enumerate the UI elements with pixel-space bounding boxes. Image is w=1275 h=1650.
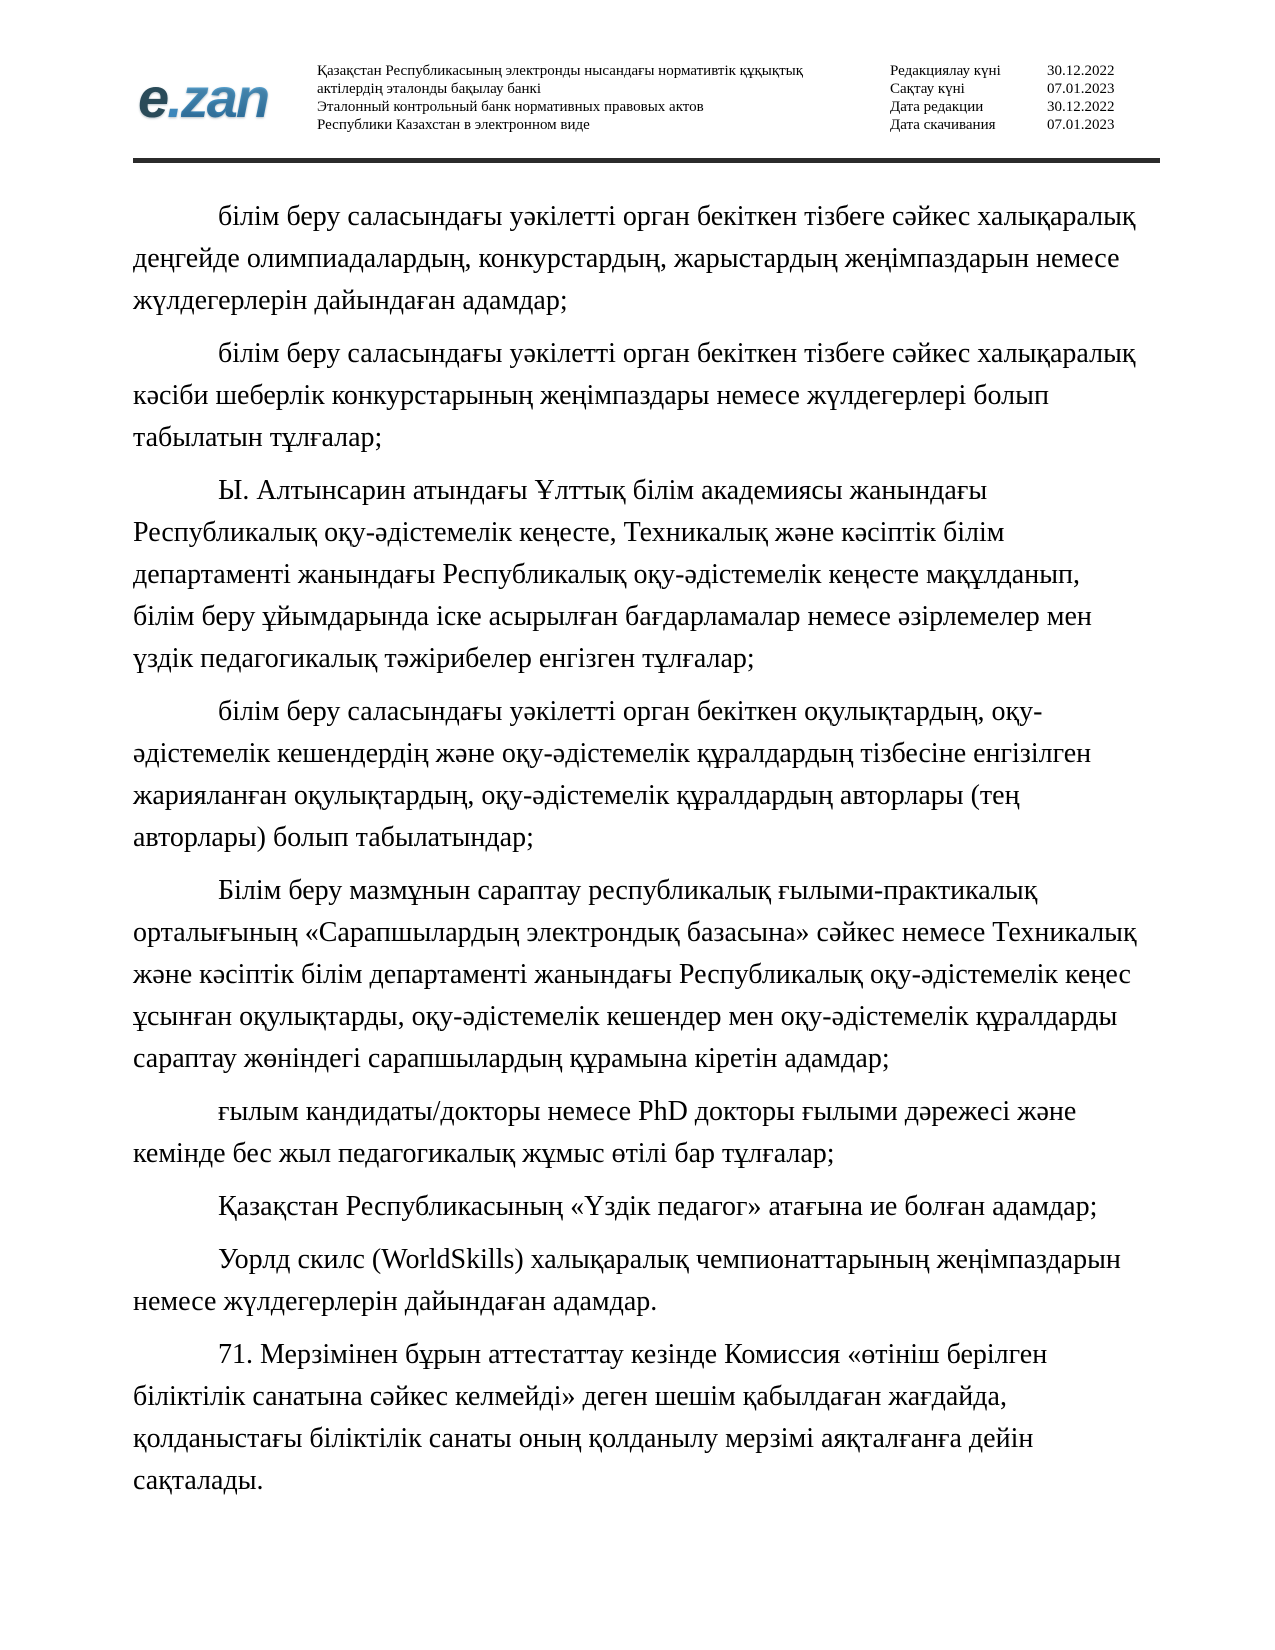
meta-label: Редакциялау күні <box>890 63 1001 79</box>
header-divider-rule <box>133 158 1160 163</box>
paragraph: білім беру саласындағы уәкілетті орган бекіткен тізбеге сәйкес халықаралық деңгейде олимпиадалардың, конкурстардың, жарыстардың жеңімпаздарын немесе жүлдегерлерін дайындаған адамдар; <box>133 201 1136 316</box>
logo-dot: . <box>167 66 181 129</box>
bank-title-line-ru-1: Эталонный контрольный банк нормативных правовых актов <box>317 99 704 115</box>
paragraph: Қазақстан Республикасының «Үздік педагог» атағына ие болған адамдар; <box>218 1191 1098 1222</box>
page-header <box>133 60 1160 160</box>
paragraph: білім беру саласындағы уәкілетті орган бекіткен оқулықтардың, оқу-әдістемелік кешендердің және оқу-әдістемелік құралдардың тізбесіне енгізілген жарияланған оқулықтардың, оқу-әдістемелік құралдардың авторлары (тең авторлары) болып табылатындар; <box>133 696 1092 853</box>
meta-row-download-date-ru <box>890 116 1162 134</box>
logo-text-zan: zan <box>180 66 269 129</box>
paragraph: 71. Мерзімінен бұрын аттестаттау кезінде Комиссия «өтініш берілген біліктілік санатына сәйкес келмейді» деген шешім қабылдаған жағдайда, қолданыстағы біліктілік санаты оның қолданылу мерзімі аяқталғанға дейін сақталады. <box>133 1339 1048 1496</box>
meta-value: 30.12.2022 <box>1047 63 1115 79</box>
meta-label: Дата скачивания <box>890 117 996 133</box>
document-dates <box>890 62 1162 134</box>
meta-row-save-date-kk <box>890 80 1162 98</box>
ezan-logo <box>138 66 269 129</box>
paragraph: Ы. Алтынсарин атындағы Ұлттық білім академиясы жанындағы Республикалық оқу-әдістемелік кеңесте, Техникалық және кәсіптік білім департаменті жанындағы Республикалық оқу-әдістемелік кеңесте мақұлданып, білім беру ұйымдарында іске асырылған бағдарламалар немесе әзірлемелер мен үздік педагогикалық тәжірибелер енгізген тұлғалар; <box>133 475 1092 674</box>
logo-letter-e: e <box>138 66 168 129</box>
meta-value: 30.12.2022 <box>1047 99 1115 115</box>
bank-title-line-kk-1: Қазақстан Республикасының электронды нысандағы нормативтік құқықтық <box>317 63 804 79</box>
bank-title-line-kk-2: актілердің эталонды бақылау банкі <box>317 81 541 97</box>
meta-row-edit-date-ru <box>890 98 1162 116</box>
paragraph: ғылым кандидаты/докторы немесе PhD докторы ғылыми дәрежесі және кемінде бес жыл педагогикалық жұмыс өтілі бар тұлғалар; <box>133 1096 1077 1169</box>
bank-title <box>317 62 882 134</box>
paragraph: Уорлд скилс (WorldSkills) халықаралық чемпионаттарының жеңімпаздарын немесе жүлдегерлерін дайындаған адамдар. <box>133 1244 1121 1317</box>
document-body <box>133 196 1143 1513</box>
paragraph: білім беру саласындағы уәкілетті орган бекіткен тізбеге сәйкес халықаралық кәсіби шеберлік конкурстарының жеңімпаздары немесе жүлдегерлері болып табылатын тұлғалар; <box>133 338 1136 453</box>
meta-value: 07.01.2023 <box>1047 117 1115 133</box>
meta-label: Сақтау күні <box>890 81 965 97</box>
meta-value: 07.01.2023 <box>1047 81 1115 97</box>
paragraph: Білім беру мазмұнын сараптау республикалық ғылыми-практикалық орталығының «Сарапшылардың электрондық базасына» сәйкес немесе Техникалық және кәсіптік білім департаменті жанындағы Республикалық оқу-әдістемелік кеңес ұсынған оқулықтарды, оқу-әдістемелік кешендер мен оқу-әдістемелік құралдарды сараптау жөніндегі сарапшылардың құрамына кіретін адамдар; <box>133 875 1137 1074</box>
meta-label: Дата редакции <box>890 99 984 115</box>
bank-title-line-ru-2: Республики Казахстан в электронном виде <box>317 117 590 133</box>
meta-row-edit-date-kk <box>890 62 1162 80</box>
